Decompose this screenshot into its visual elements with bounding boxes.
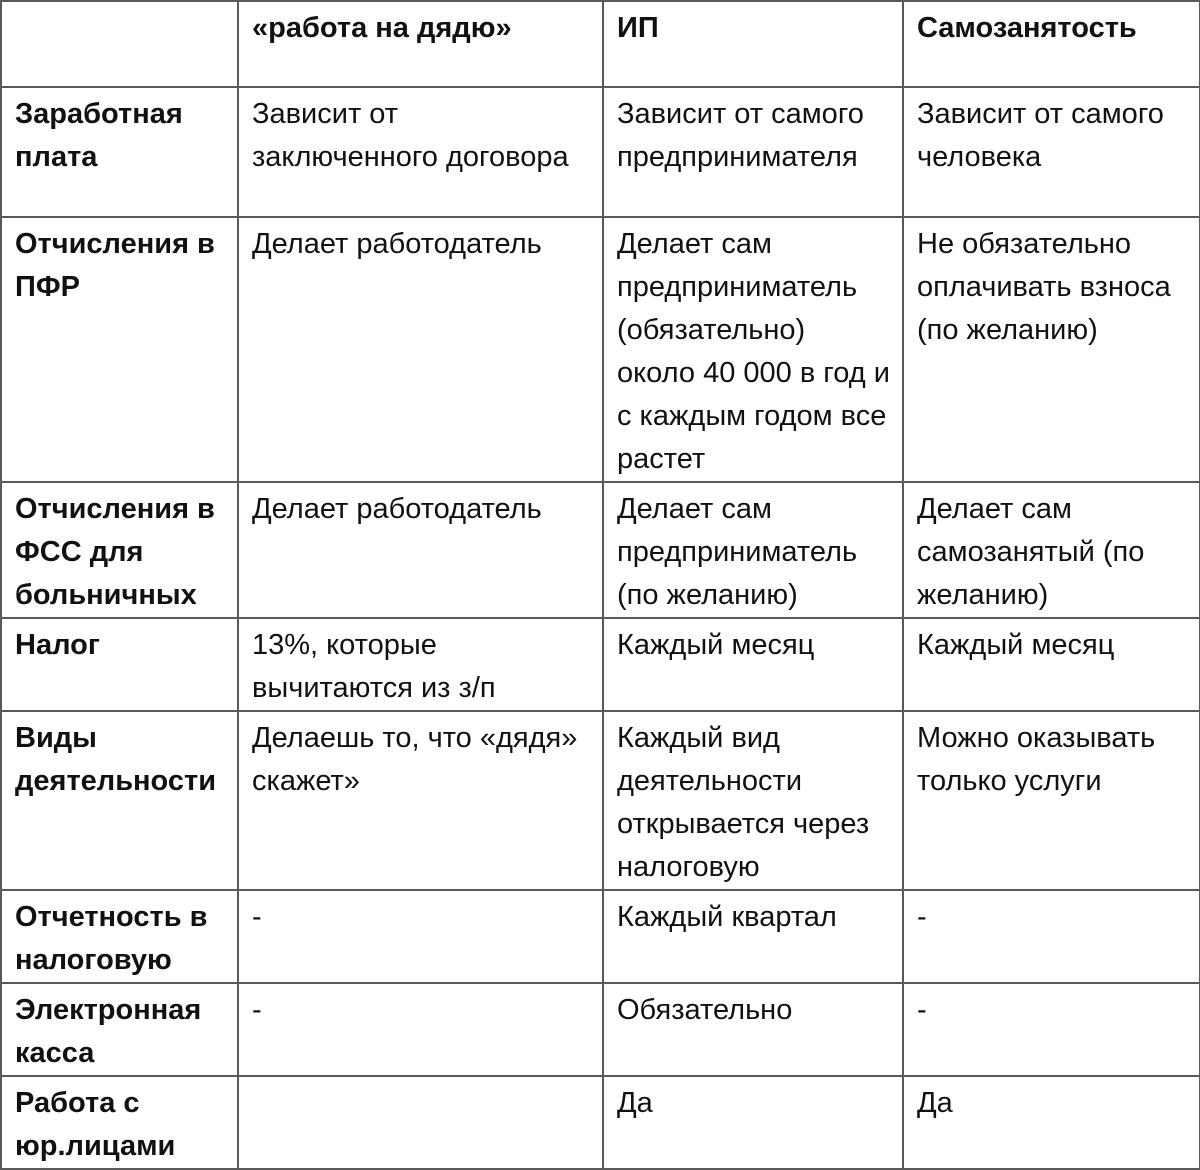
table-row [1,87,1200,217]
header-row [1,1,1200,87]
table-row [1,711,1200,890]
table-cell: Каждый месяц [903,618,1200,711]
table-cell: Можно оказывать только услуги [903,711,1200,890]
table-row [1,482,1200,618]
table-cell: Каждый квартал [603,890,903,983]
row-label-social-insurance: Отчисления в ФСС для больничных [1,482,238,618]
row-label-cash-register: Электронная касса [1,983,238,1076]
table-row [1,890,1200,983]
table-cell [238,1076,603,1169]
table-row [1,217,1200,482]
row-label-salary: Заработная плата [1,87,238,217]
table-cell: 13%, которые вычитаются из з/п [238,618,603,711]
table-cell: Делает сам предприниматель (обязательно) около 40 000 в год и с каждым годом все растет [603,217,903,482]
header-empty-cell [1,1,238,87]
table-row [1,1076,1200,1169]
row-label-reporting: Отчетность в налоговую [1,890,238,983]
table-cell: Да [603,1076,903,1169]
table-cell: Зависит от самого человека [903,87,1200,217]
table-cell: Каждый месяц [603,618,903,711]
table-cell: Зависит от самого предпринимателя [603,87,903,217]
table-cell: - [903,983,1200,1076]
table-cell: Да [903,1076,1200,1169]
header-employment: «работа на дядю» [238,1,603,87]
table-cell: - [238,983,603,1076]
table-cell: Каждый вид деятельности открывается через налоговую [603,711,903,890]
table-cell: Зависит от заключенного договора [238,87,603,217]
row-label-pension: Отчисления в ПФР [1,217,238,482]
table-row [1,618,1200,711]
table-cell: - [903,890,1200,983]
row-label-legal-entities: Работа с юр.лицами [1,1076,238,1169]
table-cell: - [238,890,603,983]
header-ip: ИП [603,1,903,87]
table-cell: Не обязательно оплачивать взноса (по желанию) [903,217,1200,482]
table-cell: Обязательно [603,983,903,1076]
table-cell: Делает сам предприниматель (по желанию) [603,482,903,618]
row-label-tax: Налог [1,618,238,711]
table-row [1,983,1200,1076]
row-label-activities: Виды деятельности [1,711,238,890]
header-self-employed: Самозанятость [903,1,1200,87]
table-cell: Делает работодатель [238,482,603,618]
table-cell: Делает работодатель [238,217,603,482]
table-cell: Делает сам самозанятый (по желанию) [903,482,1200,618]
table-cell: Делаешь то, что «дядя» скажет» [238,711,603,890]
